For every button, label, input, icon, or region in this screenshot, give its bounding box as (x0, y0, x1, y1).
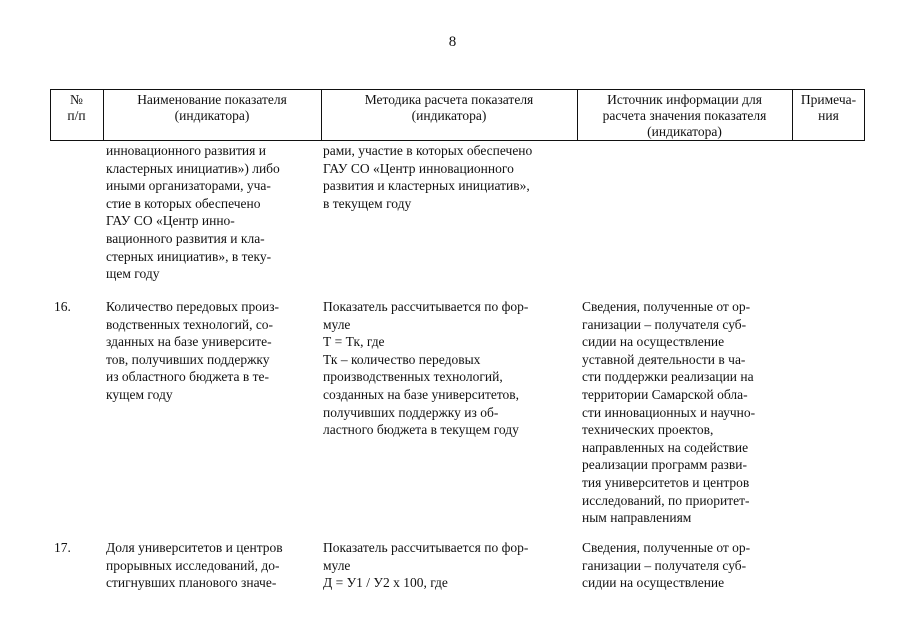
text-line: стерных инициатив», в теку- (106, 248, 272, 264)
text-line: реализации программ разви- (582, 457, 747, 473)
text-line: развития и кластерных инициатив», (323, 178, 530, 194)
text-line: сидии на осуществление (582, 334, 725, 350)
text-line: направленных на содействие (582, 439, 749, 455)
text-line: муле (323, 316, 351, 332)
text-line: сти инновационных и научно- (582, 404, 756, 420)
row-number: 17. (54, 540, 71, 555)
header-name-line: Наименование показателя (137, 92, 287, 107)
text-line: в текущем году (323, 195, 412, 211)
text-line: кущем году (106, 386, 173, 402)
text-line: исследований, по приоритет- (582, 492, 750, 508)
text-line: зданных на базе университе- (106, 334, 272, 350)
text-line: водственных технологий, со- (106, 316, 274, 332)
text-line: Количество передовых произ- (106, 299, 280, 314)
text-line: Показатель рассчитывается по фор- (323, 540, 529, 555)
header-source-line: расчета значения показателя (602, 108, 767, 123)
text-line: щем году (106, 266, 160, 282)
text-line: иными организаторами, уча- (106, 178, 271, 194)
text-line: сидии на осуществление (582, 575, 725, 591)
text-line: муле (323, 557, 351, 573)
row-name (106, 142, 316, 283)
text-line: ганизации – получателя суб- (582, 316, 747, 332)
row-method (323, 298, 573, 439)
header-divider (321, 90, 322, 140)
header-source-line: (индикатора) (647, 124, 722, 139)
text-line: Сведения, полученные от ор- (582, 540, 751, 555)
text-line: Д = У1 / У2 х 100, где (323, 575, 448, 591)
header-num (50, 90, 103, 140)
text-line: из областного бюджета в те- (106, 369, 269, 385)
text-line: тия университетов и центров (582, 474, 750, 490)
header-divider (50, 90, 51, 140)
text-line: Показатель рассчитывается по фор- (323, 299, 529, 314)
row-source (582, 539, 792, 592)
indicator-table (50, 89, 865, 591)
text-line: ным направлениям (582, 510, 692, 526)
header-divider (577, 90, 578, 140)
header-name (103, 90, 321, 140)
row-name (106, 539, 316, 592)
text-line: получивших поддержку из об- (323, 404, 499, 420)
text-line: сти поддержки реализации на (582, 369, 754, 385)
header-note (792, 90, 865, 140)
row-method (323, 142, 573, 212)
text-line: территории Самарской обла- (582, 386, 748, 402)
text-line: ГАУ СО «Центр инно- (106, 213, 235, 229)
text-line: вационного развития и кла- (106, 230, 265, 246)
text-line: Т = Тк, где (323, 334, 385, 350)
text-line: Тк – количество передовых (323, 351, 481, 367)
header-method-line: (индикатора) (411, 108, 487, 123)
text-line: производственных технологий, (323, 369, 503, 385)
text-line: Сведения, полученные от ор- (582, 299, 751, 314)
row-source (582, 298, 792, 527)
text-line: ГАУ СО «Центр инновационного (323, 160, 514, 176)
row-name (106, 298, 316, 404)
header-source (577, 90, 792, 140)
header-divider (103, 90, 104, 140)
text-line: стие в которых обеспечено (106, 195, 261, 211)
header-source-line: Источник информации для (607, 92, 762, 107)
header-note-line: ния (818, 108, 839, 123)
text-line: прорывных исследований, до- (106, 557, 280, 573)
text-line: тов, получивших поддержку (106, 351, 270, 367)
text-line: ластного бюджета в текущем году (323, 422, 519, 438)
row-number: 16. (54, 299, 71, 314)
text-line: созданных на базе университетов, (323, 386, 520, 402)
page-number: 8 (448, 34, 457, 50)
header-divider (864, 90, 865, 140)
row-method (323, 539, 573, 592)
text-line: рами, участие в которых обеспечено (323, 143, 533, 158)
text-line: кластерных инициатив») либо (106, 160, 280, 176)
header-num-line: п/п (67, 108, 86, 123)
header-note-line: Примеча- (800, 92, 857, 107)
header-num-line: № (70, 92, 83, 107)
text-line: ганизации – получателя суб- (582, 557, 747, 573)
text-line: технических проектов, (582, 422, 714, 438)
text-line: Доля университетов и центров (106, 540, 283, 555)
text-line: уставной деятельности в ча- (582, 351, 746, 367)
header-divider (792, 90, 793, 140)
table-header (50, 89, 865, 141)
header-name-line: (индикатора) (174, 108, 250, 123)
header-method-line: Методика расчета показателя (364, 92, 534, 107)
text-line: инновационного развития и (106, 143, 266, 158)
text-line: стигнувших планового значе- (106, 575, 277, 591)
header-method (321, 90, 577, 140)
